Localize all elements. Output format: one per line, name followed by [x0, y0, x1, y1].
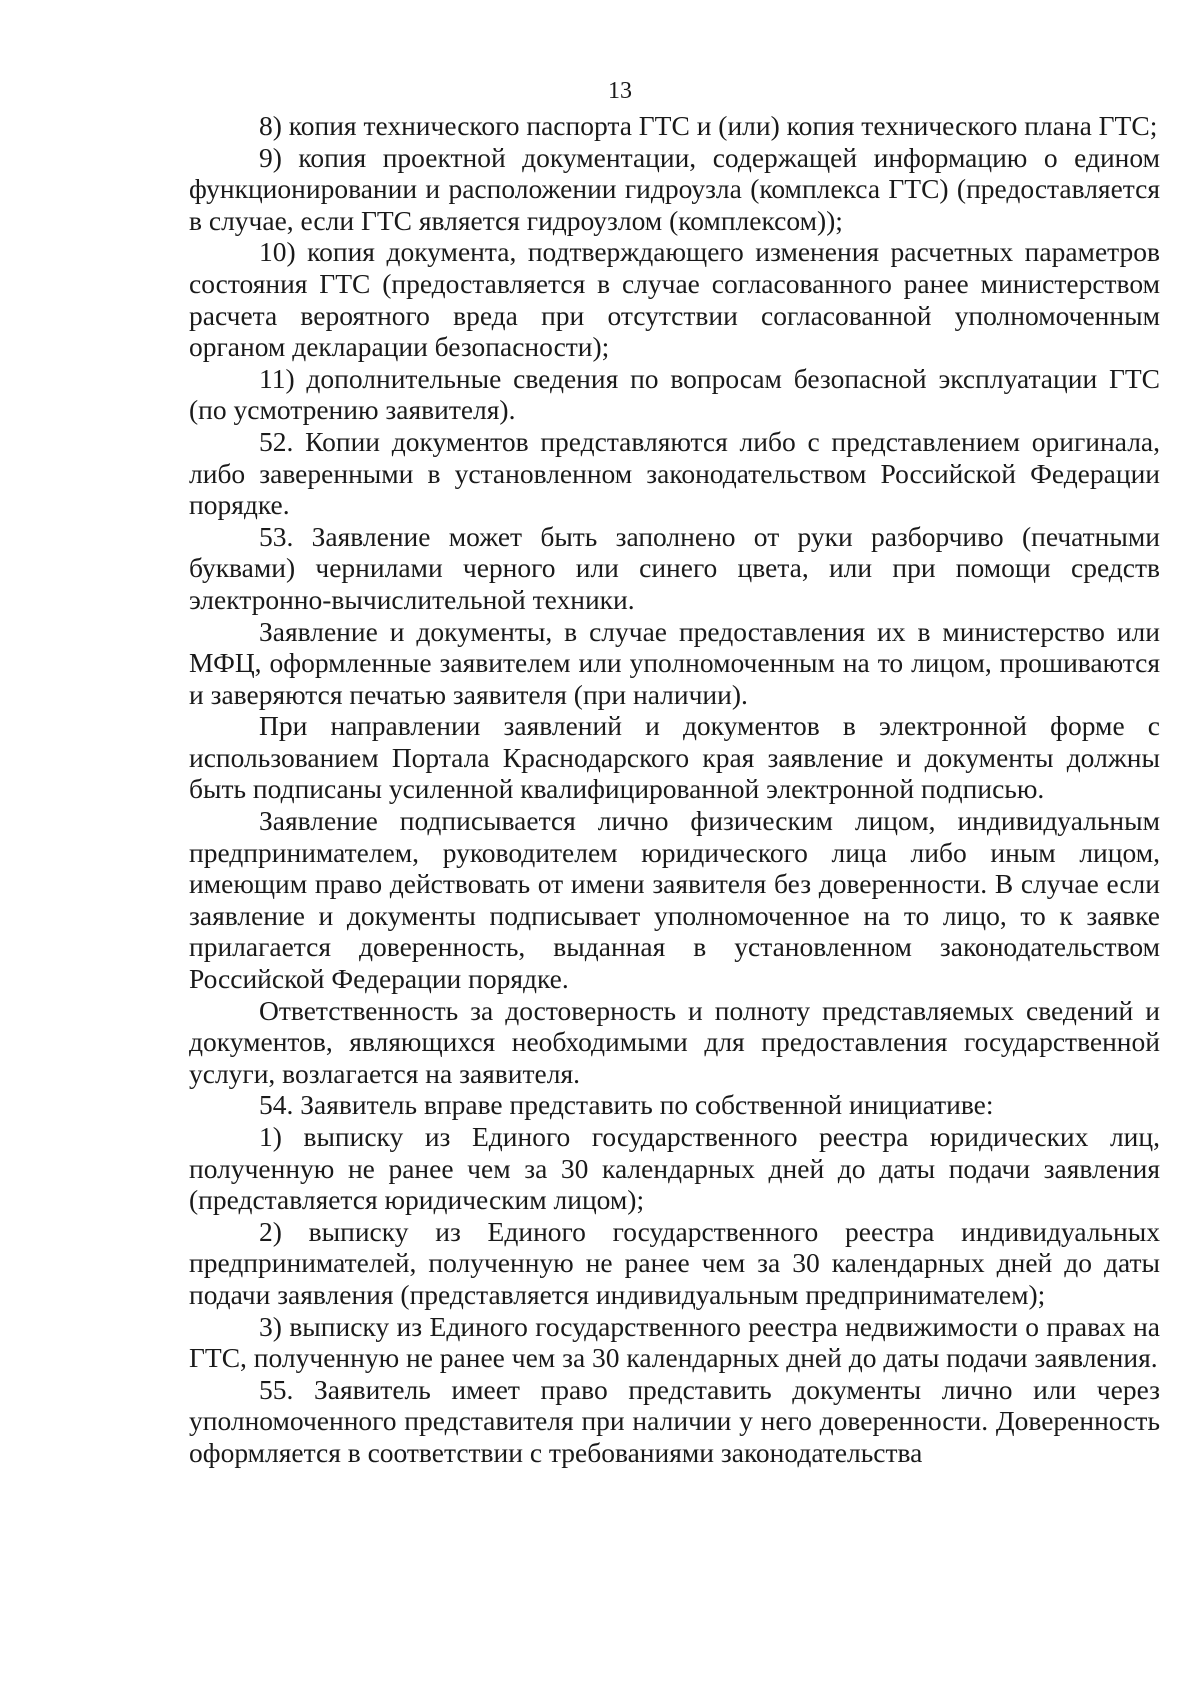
- list-item-10: 10) копия документа, подтверждающего изменения расчетных параметров состояния ГТС (предоставляется в случае согласованного ранее министерством расчета вероятного вреда при отсутствии согласованной уполномоченным органом декларации безопасности);: [189, 236, 1160, 363]
- clause-54: 54. Заявитель вправе представить по собственной инициативе:: [259, 1089, 994, 1121]
- clause-52: 52. Копии документов представляются либо с представлением оригинала, либо заверенными в установленном законодательством Российской Федерации порядке.: [189, 425, 1160, 521]
- page-number: 13: [608, 78, 632, 104]
- clause-53-paragraph-4: Заявление подписывается лично физическим лицом, индивидуальным предпринимателем, руководителем юридического лица либо иным лицом, имеющим право действовать от имени заявителя без доверенности. В случае если заявление и документы подписывает уполномоченное на то лицо, то к заявке прилагается доверенность, выданная в установленном законодательством Российской Федерации порядке.: [189, 805, 1160, 995]
- clause-54-item-1: 1) выписку из Единого государственного реестра юридических лиц, полученную не ранее чем за 30 календарных дней до даты подачи заявления (представляется юридическим лицом);: [189, 1121, 1160, 1216]
- clause-53: 53. Заявление может быть заполнено от руки разборчиво (печатными буквами) чернилами черного или синего цвета, или при помощи средств электронно-вычислительной техники.: [189, 520, 1160, 615]
- list-item-11: 11) дополнительные сведения по вопросам безопасной эксплуатации ГТС (по усмотрению заявителя).: [189, 362, 1160, 426]
- clause-55: 55. Заявитель имеет право представить документы лично или через уполномоченного представителя при наличии у него доверенности. Доверенность оформляется в соответствии с требованиями законодательства: [189, 1373, 1160, 1468]
- clause-54-item-3: 3) выписку из Единого государственного реестра недвижимости о правах на ГТС, полученную не ранее чем за 30 календарных дней до даты подачи заявления.: [189, 1310, 1160, 1374]
- document-body: [189, 110, 1160, 1469]
- list-item-8: 8) копия технического паспорта ГТС и (или) копия технического плана ГТС;: [259, 110, 1158, 141]
- list-item-9: 9) копия проектной документации, содержащей информацию о едином функционировании и расположении гидроузла (комплекса ГТС) (предоставляется в случае, если ГТС является гидроузлом (комплексом));: [189, 141, 1160, 236]
- clause-54-item-2: 2) выписку из Единого государственного реестра индивидуальных предпринимателей, полученную не ранее чем за 30 календарных дней до даты подачи заявления (представляется индивидуальным предпринимателем);: [189, 1215, 1160, 1310]
- clause-53-paragraph-5: Ответственность за достоверность и полноту представляемых сведений и документов, являющихся необходимыми для предоставления государственной услуги, возлагается на заявителя.: [189, 994, 1160, 1089]
- clause-53-paragraph-3: При направлении заявлений и документов в электронной форме с использованием Портала Краснодарского края заявление и документы должны быть подписаны усиленной квалифицированной электронной подписью.: [189, 710, 1160, 805]
- clause-53-paragraph-2: Заявление и документы, в случае предоставления их в министерство или МФЦ, оформленные заявителем или уполномоченным на то лицом, прошиваются и заверяются печатью заявителя (при наличии).: [189, 615, 1160, 710]
